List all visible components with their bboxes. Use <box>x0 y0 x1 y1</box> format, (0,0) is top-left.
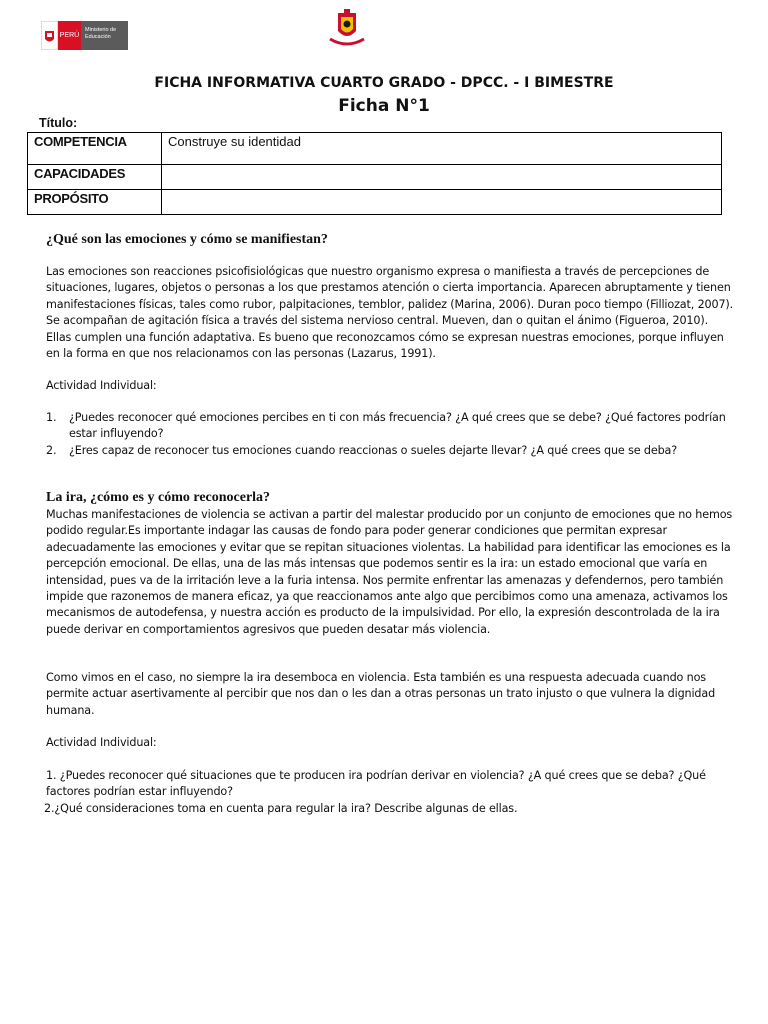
proposito-value <box>162 190 722 215</box>
question-list <box>46 410 736 459</box>
question-text: 1. ¿Puedes reconocer qué situaciones que te producen ira podrían derivar en violencia? ¿A qué crees que se deba? ¿Qué factores podrían estar influyendo? <box>46 769 706 799</box>
table-row <box>28 190 722 215</box>
info-table <box>27 132 722 215</box>
proposito-label: PROPÓSITO <box>28 190 162 215</box>
question-text: 2.¿Qué consideraciones toma en cuenta para regular la ira? Describe algunas de ellas. <box>44 802 518 815</box>
list-item <box>46 410 736 443</box>
paragraph-ira: Muchas manifestaciones de violencia se activan a partir del malestar producido por un conjunto de emociones que no hemos podido regular.Es importante indagar las causas de fondo para poder generar condiciones que permitan expresar adecuadamente las emociones y evitar que se repitan situaciones violentas. La habilidad para identificar las emociones es la percepción emocional. De ellas, una de las más intensas que podemos sentir es la ira: un estado emocional que varía en intensidad, pues va de la irritación leve a la furia intensa. Nos permite enfrentar las amenazas y defendernos, pero también impide que razonemos de manera eficaz, ya que reaccionamos ante algo que percibimos como una amenaza, activamos los mecanismos de autodefensa, y nuestra acción es producto de la impulsividad. Por ello, la expresión descontrolada de la ira puede derivar en comportamientos agresivos que pueden desatar más violencia. <box>46 508 733 636</box>
peru-shield-icon <box>41 21 58 50</box>
logo-country: PERÚ <box>58 21 81 50</box>
school-crest-icon <box>324 9 370 49</box>
question-text: ¿Eres capaz de reconocer tus emociones cuando reaccionas o sueles dejarte llevar? ¿A qué crees que se deba? <box>69 443 678 457</box>
section-heading-ira: La ira, ¿cómo es y cómo reconocerla? <box>46 490 271 505</box>
titulo-label: Título: <box>39 116 78 130</box>
list-item <box>46 443 736 459</box>
question-text: ¿Puedes reconocer qué emociones percibes en ti con más frecuencia? ¿A qué crees que se debe? ¿Qué factores podrían estar influyendo? <box>69 411 726 441</box>
capacidades-label: CAPACIDADES <box>28 165 162 190</box>
capacidades-value <box>162 165 722 190</box>
table-row <box>28 165 722 190</box>
logo-ministry: Ministerio de Educación <box>81 21 128 50</box>
competencia-label: COMPETENCIA <box>28 133 162 165</box>
paragraph-emociones: Las emociones son reacciones psicofisiológicas que nuestro organismo expresa o manifiesta a través de percepciones de situaciones, lugares, objetos o personas a los que prestamos atención o cierta importancia. Aparecen abruptamente y tienen manifestaciones físicas, tales como rubor, palpitaciones, temblor, palidez (Marina, 2006). Duran poco tiempo (Filliozat, 2007). Se acompañan de agitación física a través del sistema nervioso central. Mueven, dan o quitan el ánimo (Figueroa, 2010). Ellas cumplen una función adaptativa. Es bueno que reconozcamos cómo se expresan nuestras emociones, porque influyen en la forma en que nos relacionamos con las personas (Lazarus, 1991). <box>46 265 734 361</box>
section-heading-emociones: ¿Qué son las emociones y cómo se manifiestan? <box>46 232 328 247</box>
paragraph-ira-asertiva: Como vimos en el caso, no siempre la ira desemboca en violencia. Esta también es una respuesta adecuada cuando nos permite actuar asertivamente al percibir que nos dan o les dan a otras personas un trato injusto o que vulnera la dignidad humana. <box>46 671 716 717</box>
question-number: 2. <box>46 443 57 457</box>
document-subtitle: Ficha N°1 <box>338 96 430 116</box>
activity-label: Actividad Individual: <box>46 736 157 749</box>
ministry-logo <box>41 21 128 50</box>
document-title: FICHA INFORMATIVA CUARTO GRADO - DPCC. - I BIMESTRE <box>154 75 614 91</box>
activity-label: Actividad Individual: <box>46 379 157 392</box>
question-number: 1. <box>46 411 57 424</box>
competencia-value: Construye su identidad <box>162 133 722 165</box>
table-row <box>28 133 722 165</box>
